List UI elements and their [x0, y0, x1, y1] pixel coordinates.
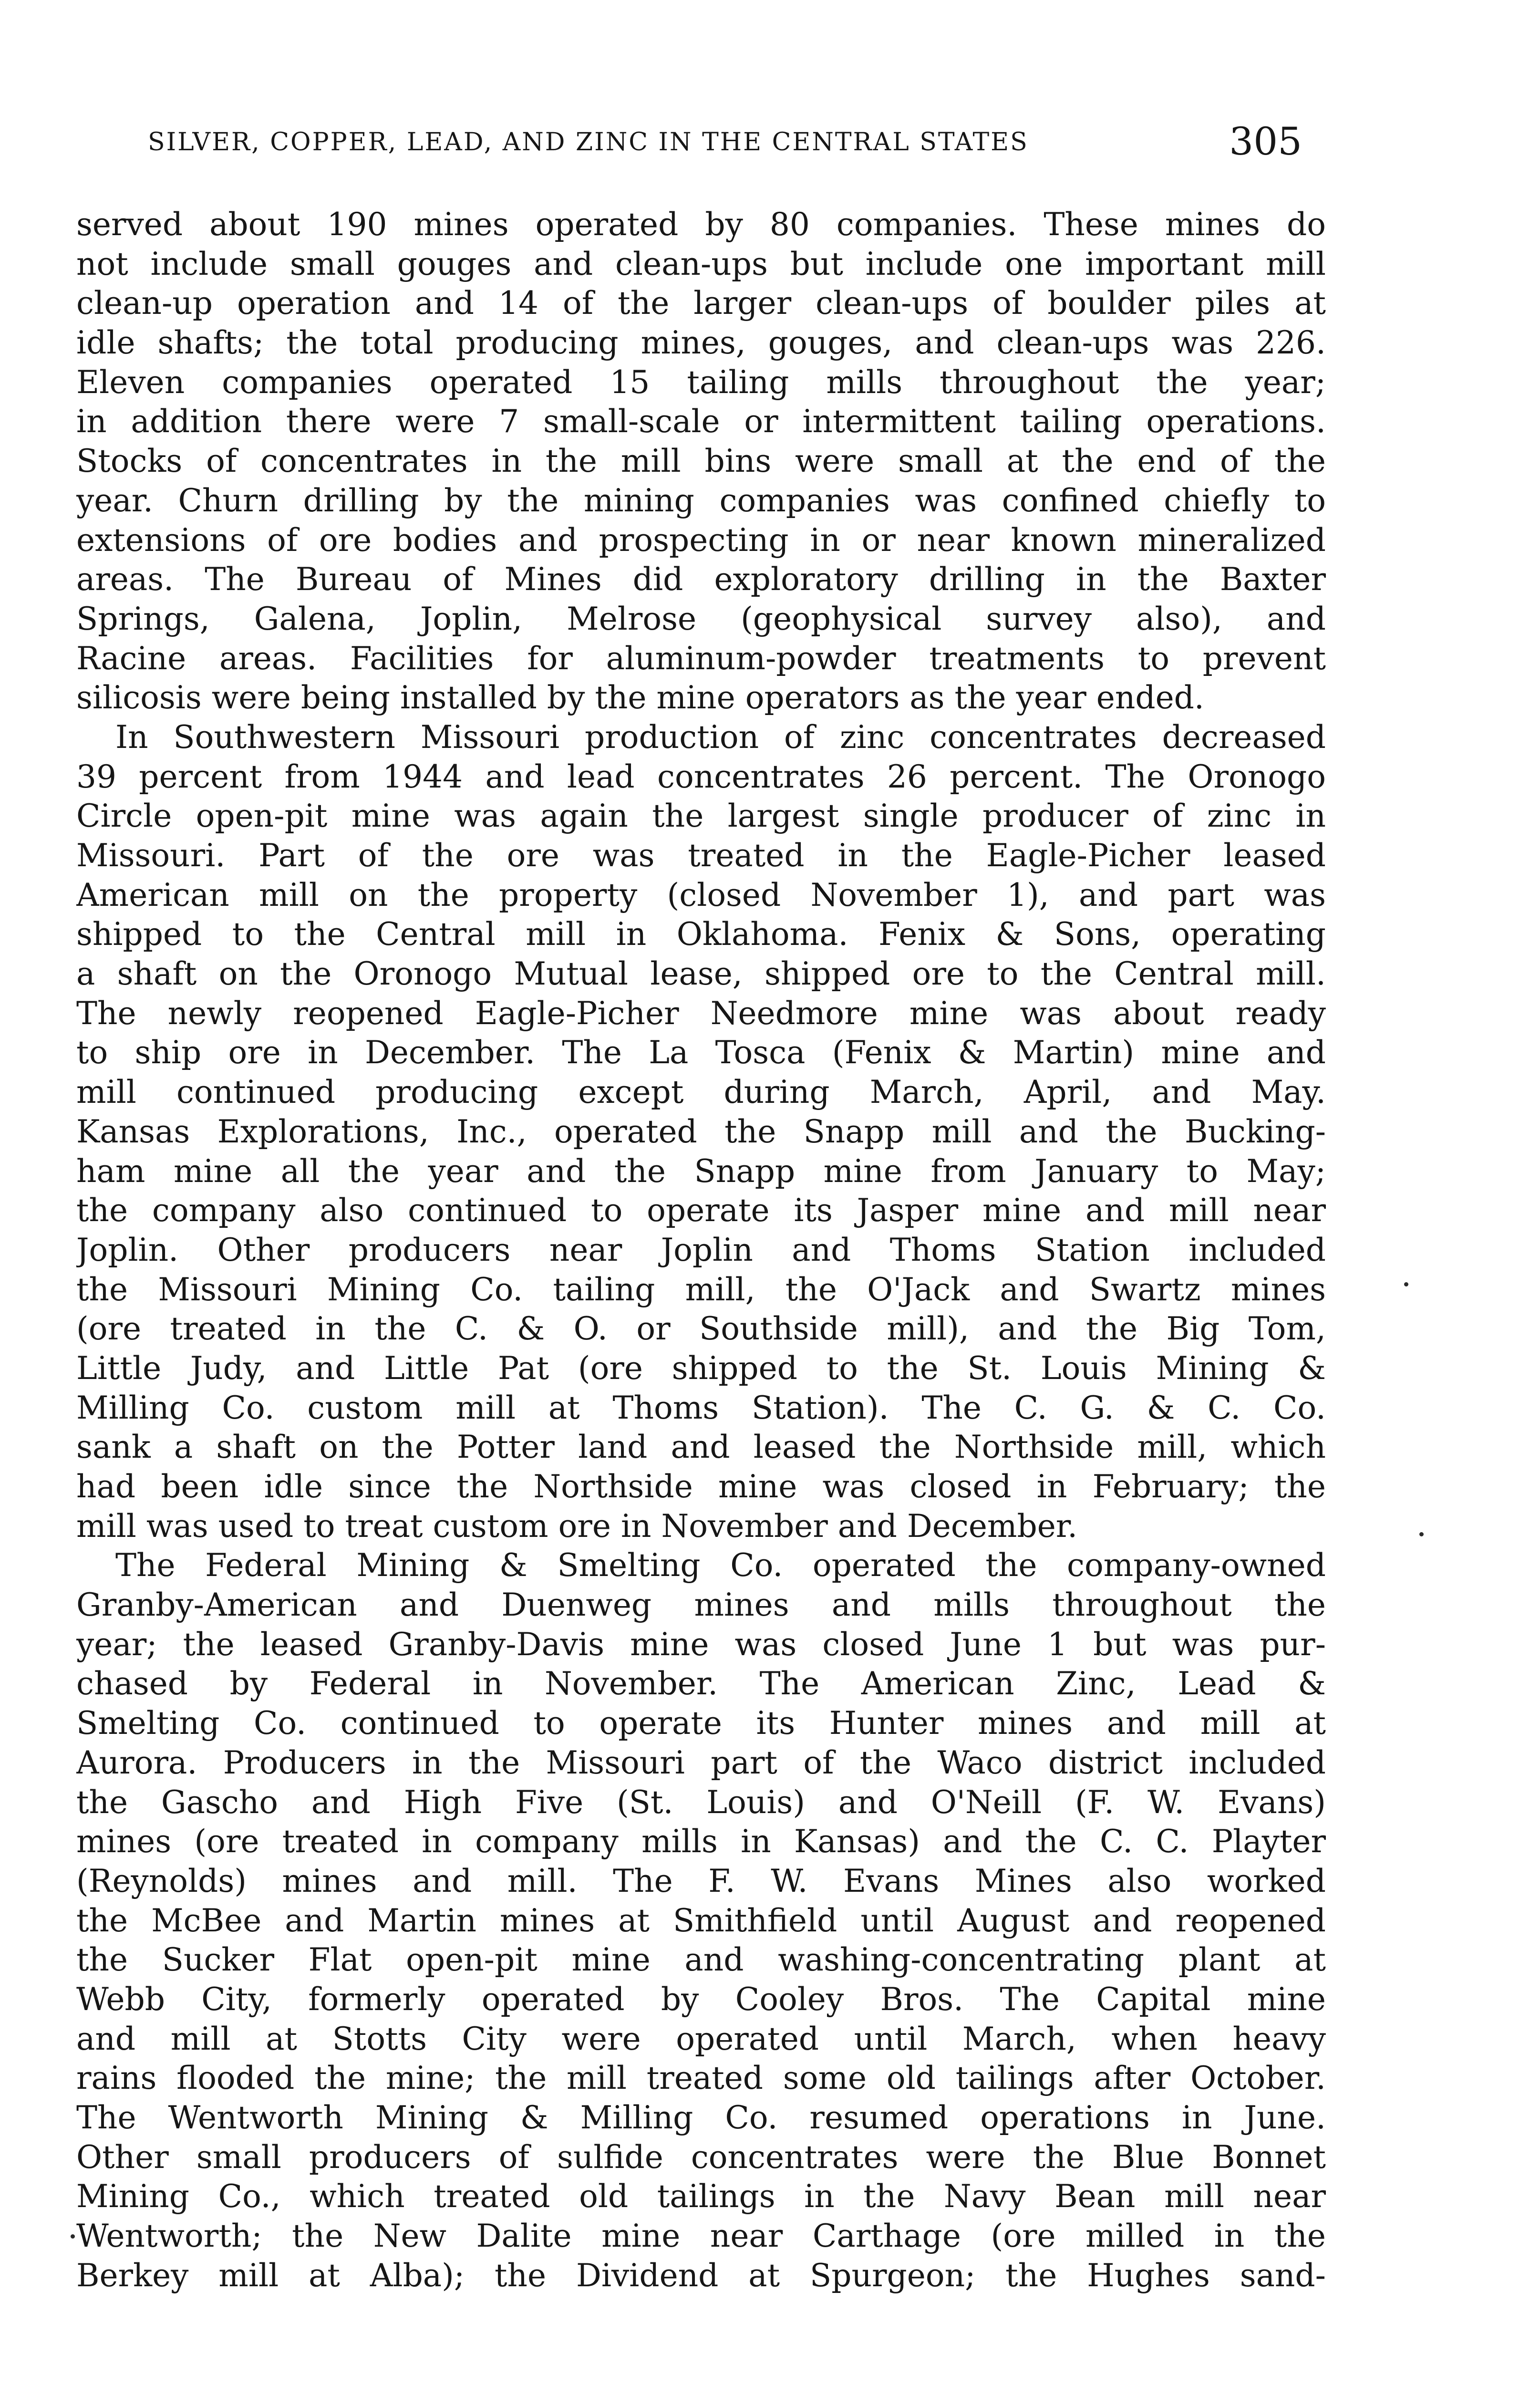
- text-line: rains flooded the mine; the mill treated some old tailings after October.: [76, 2060, 1326, 2097]
- body-text: [76, 205, 1326, 2295]
- text-line: The Wentworth Mining & Milling Co. resumed operations in June.: [76, 2099, 1326, 2136]
- paragraph: [76, 718, 1326, 1546]
- text-line: Milling Co. custom mill at Thoms Station). The C. G. & C. Co.: [76, 1389, 1326, 1426]
- text-line: year. Churn drilling by the mining companies was confined chiefly to: [76, 482, 1326, 519]
- text-line: not include small gouges and clean-ups but include one important mill: [76, 245, 1326, 282]
- text-line: the Sucker Flat open-pit mine and washing-concentrating plant at: [76, 1941, 1326, 1979]
- text-line: In Southwestern Missouri production of zinc concentrates decreased: [115, 718, 1326, 756]
- text-line: had been idle since the Northside mine was closed in February; the: [76, 1468, 1326, 1505]
- text-line: a shaft on the Oronogo Mutual lease, shipped ore to the Central mill.: [76, 955, 1326, 993]
- text-line: Racine areas. Facilities for aluminum-powder treatments to prevent: [76, 640, 1326, 677]
- text-line: Smelting Co. continued to operate its Hunter mines and mill at: [76, 1705, 1326, 1742]
- text-line: year; the leased Granby-Davis mine was closed June 1 but was pur-: [76, 1626, 1326, 1663]
- text-line: Springs, Galena, Joplin, Melrose (geophysical survey also), and: [76, 600, 1326, 637]
- text-line: in addition there were 7 small-scale or intermittent tailing operations.: [76, 403, 1326, 440]
- text-line: The newly reopened Eagle-Picher Needmore mine was about ready: [76, 995, 1326, 1032]
- text-line: mill continued producing except during March, April, and May.: [76, 1074, 1326, 1111]
- text-line: mines (ore treated in company mills in Kansas) and the C. C. Playter: [76, 1823, 1326, 1860]
- running-head: [148, 119, 1302, 167]
- text-line: Webb City, formerly operated by Cooley Bros. The Capital mine: [76, 1981, 1326, 2018]
- text-line: American mill on the property (closed November 1), and part was: [76, 876, 1326, 913]
- text-line: Aurora. Producers in the Missouri part of the Waco district included: [76, 1744, 1326, 1781]
- text-line: Mining Co., which treated old tailings in the Navy Bean mill near: [76, 2178, 1326, 2215]
- text-line: the Missouri Mining Co. tailing mill, the O'Jack and Swartz mines: [76, 1271, 1326, 1308]
- text-line: to ship ore in December. The La Tosca (Fenix & Martin) mine and: [76, 1034, 1326, 1071]
- text-line: (ore treated in the C. & O. or Southside mill), and the Big Tom,: [76, 1310, 1326, 1348]
- text-line: and mill at Stotts City were operated until March, when heavy: [76, 2020, 1326, 2057]
- text-line: 39 percent from 1944 and lead concentrates 26 percent. The Oronogo: [76, 758, 1326, 795]
- text-line: areas. The Bureau of Mines did exploratory drilling in the Baxter: [76, 561, 1326, 598]
- text-line: shipped to the Central mill in Oklahoma. Fenix & Sons, operating: [76, 916, 1326, 953]
- text-line: silicosis were being installed by the mine operators as the year ended.: [76, 679, 1204, 716]
- text-line: Other small producers of sulfide concentrates were the Blue Bonnet: [76, 2138, 1326, 2176]
- text-line: the company also continued to operate its Jasper mine and mill near: [76, 1192, 1326, 1229]
- text-line: the McBee and Martin mines at Smithfield until August and reopened: [76, 1902, 1326, 1939]
- text-line: extensions of ore bodies and prospecting in or near known mineralized: [76, 521, 1326, 559]
- text-line: clean-up operation and 14 of the larger clean-ups of boulder piles at: [76, 285, 1326, 322]
- text-line: Wentworth; the New Dalite mine near Carthage (ore milled in the: [76, 2218, 1326, 2255]
- text-line: Granby-American and Duenweg mines and mills throughout the: [76, 1587, 1326, 1624]
- scan-speck: [1419, 1532, 1424, 1536]
- paragraph: [76, 205, 1326, 718]
- text-line: the Gascho and High Five (St. Louis) and O'Neill (F. W. Evans): [76, 1784, 1326, 1821]
- scan-speck: [1404, 1282, 1408, 1286]
- scan-speck: [71, 2234, 75, 2239]
- text-line: Stocks of concentrates in the mill bins were small at the end of the: [76, 443, 1326, 480]
- text-line: idle shafts; the total producing mines, gouges, and clean-ups was 226.: [76, 324, 1326, 362]
- text-line: ham mine all the year and the Snapp mine from January to May;: [76, 1152, 1326, 1190]
- text-line: (Reynolds) mines and mill. The F. W. Evans Mines also worked: [76, 1862, 1326, 1899]
- text-line: chased by Federal in November. The American Zinc, Lead &: [76, 1665, 1326, 1702]
- text-line: sank a shaft on the Potter land and leased the Northside mill, which: [76, 1429, 1326, 1466]
- text-line: Little Judy, and Little Pat (ore shipped to the St. Louis Mining &: [76, 1349, 1326, 1387]
- text-line: Eleven companies operated 15 tailing mills throughout the year;: [76, 363, 1326, 401]
- running-head-title: SILVER, COPPER, LEAD, AND ZINC IN THE CENTRAL STATES: [148, 128, 1029, 156]
- page-number: 305: [1229, 119, 1302, 164]
- text-line: served about 190 mines operated by 80 companies. These mines do: [76, 206, 1326, 243]
- text-line: Missouri. Part of the ore was treated in the Eagle-Picher leased: [76, 837, 1326, 874]
- paragraph: [76, 1546, 1326, 2295]
- text-line: Berkey mill at Alba); the Dividend at Spurgeon; the Hughes sand-: [76, 2257, 1326, 2294]
- text-line: mill was used to treat custom ore in November and December.: [76, 1507, 1078, 1545]
- text-line: Kansas Explorations, Inc., operated the Snapp mill and the Bucking-: [76, 1113, 1326, 1150]
- text-line: Joplin. Other producers near Joplin and Thoms Station included: [76, 1231, 1326, 1268]
- text-line: Circle open-pit mine was again the largest single producer of zinc in: [76, 798, 1326, 835]
- text-line: The Federal Mining & Smelting Co. operated the company-owned: [115, 1547, 1326, 1584]
